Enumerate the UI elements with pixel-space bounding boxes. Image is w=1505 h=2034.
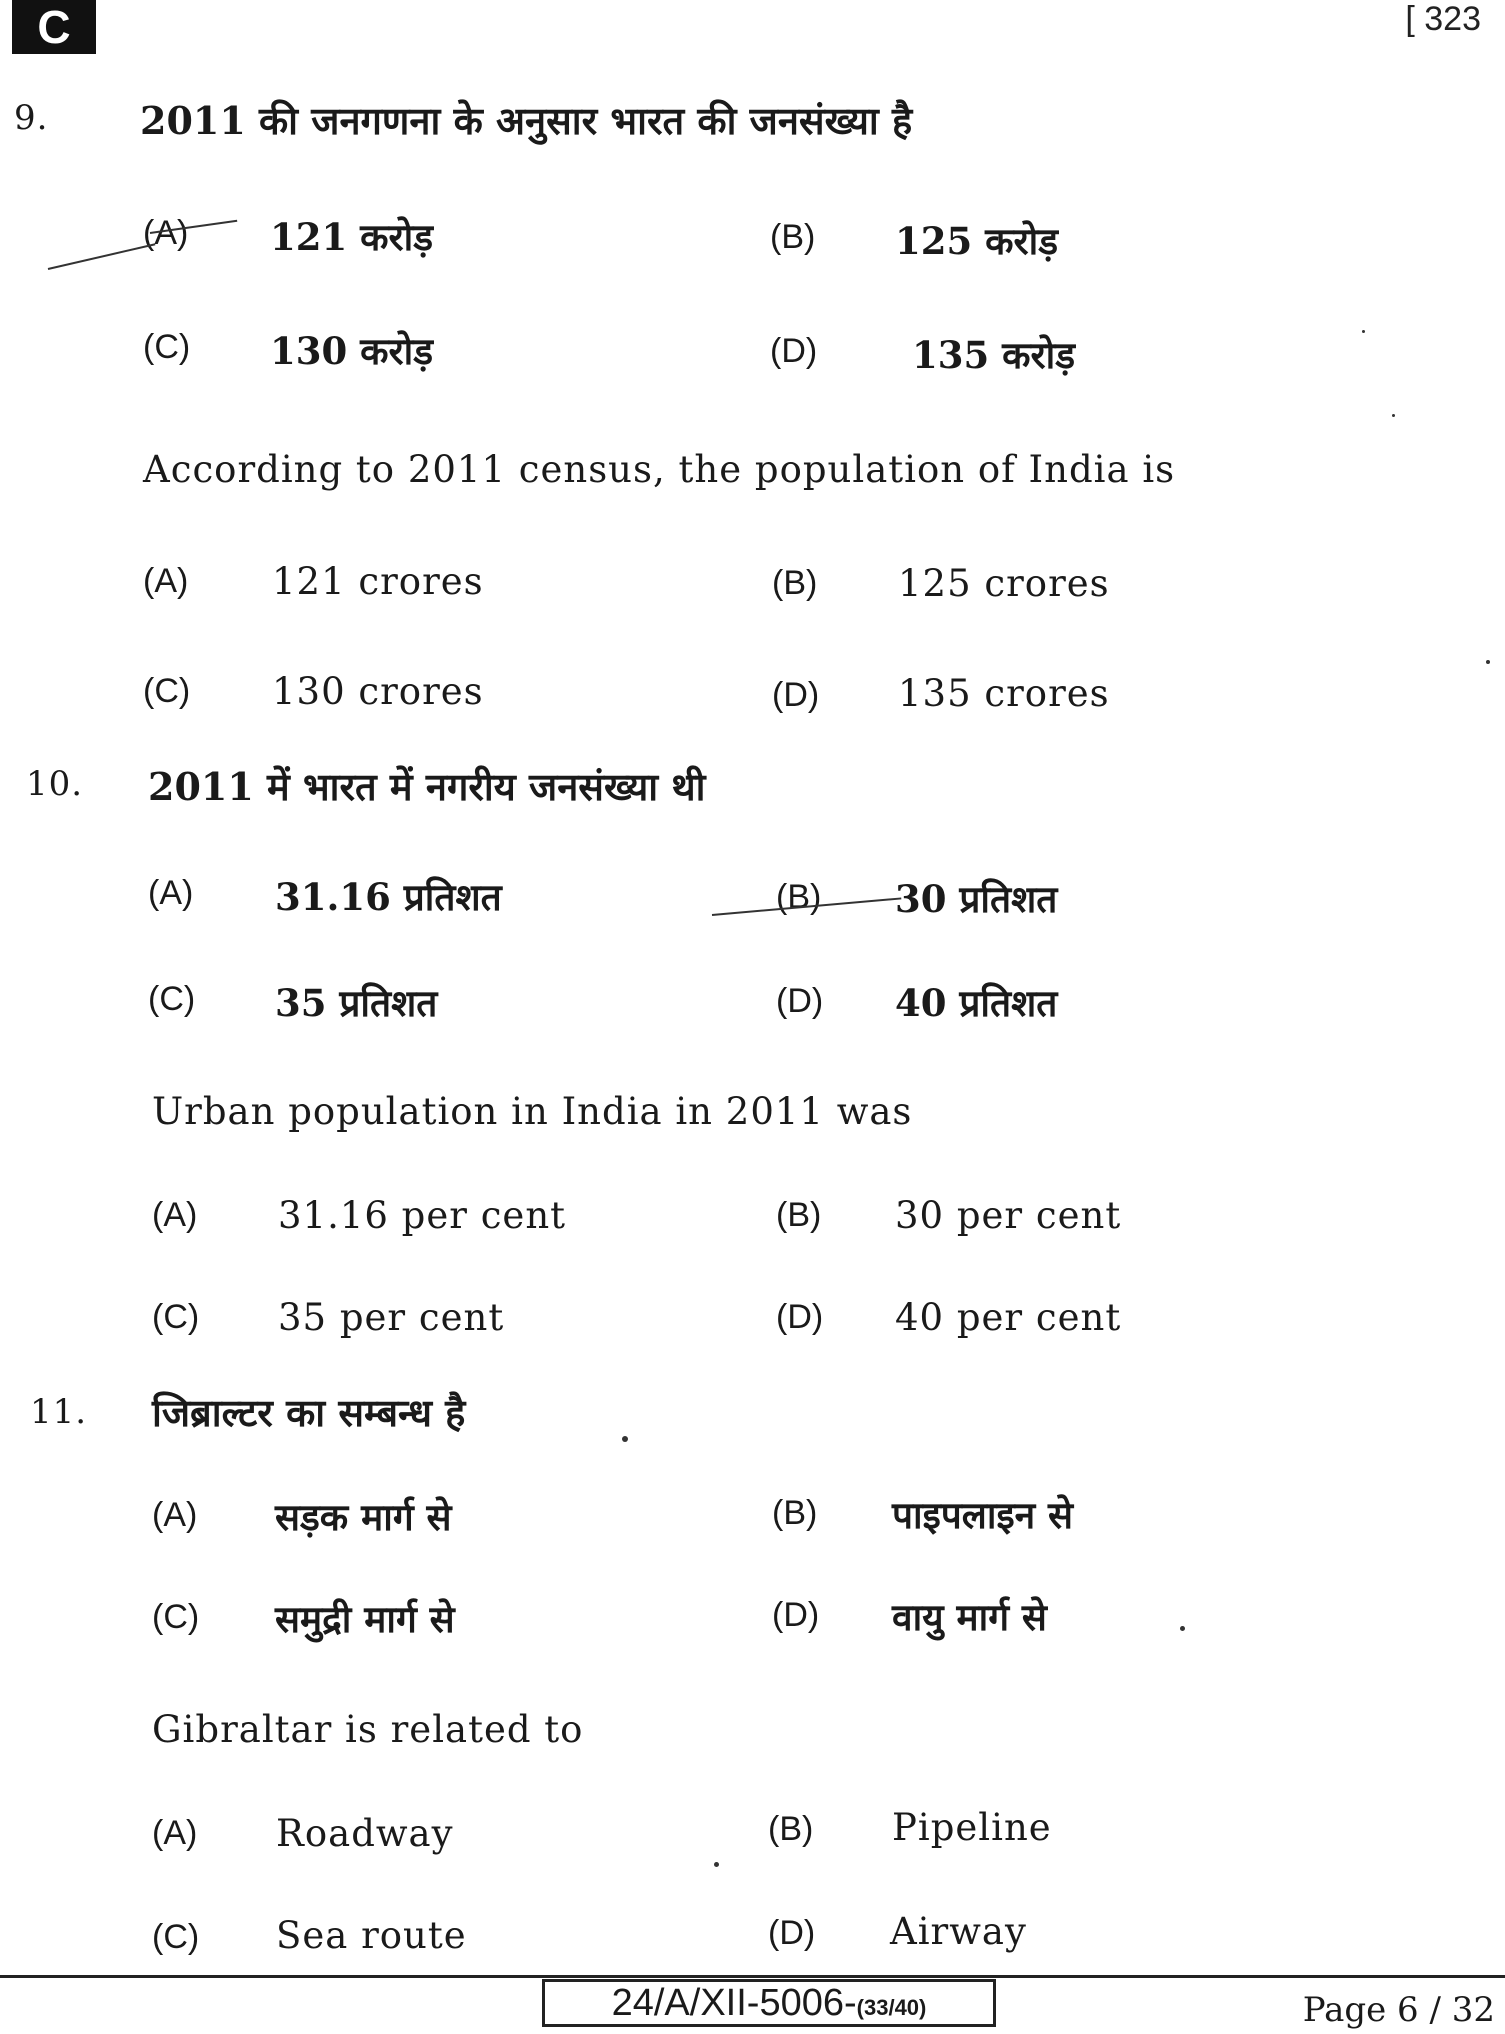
q10-en-option-a-text: 31.16 per cent [278, 1194, 567, 1237]
q11-en-option-d-text: Airway [890, 1910, 1027, 1953]
question-11-number: 11. [30, 1392, 88, 1432]
question-9-hindi-text: 2011 की जनगणना के अनुसार भारत की जनसंख्या है [140, 98, 913, 143]
scan-speck [1362, 330, 1365, 333]
q11-hi-option-a-label: (A) [152, 1496, 198, 1534]
scan-speck [622, 1436, 628, 1442]
page-number: Page 6 / 32 [1302, 1990, 1495, 2030]
q11-hi-option-b-text: पाइपलाइन से [892, 1493, 1074, 1537]
q11-en-option-d-label: (D) [768, 1914, 816, 1952]
q10-hi-option-d-text: 40 प्रतिशत [895, 981, 1058, 1025]
q9-hi-option-b-label: (B) [770, 218, 816, 256]
q9-hi-option-b-text: 125 करोड़ [895, 219, 1059, 263]
q9-en-option-b-label: (B) [772, 564, 818, 602]
q11-en-option-a-label: (A) [152, 1814, 198, 1852]
q9-hi-option-a-label: (A) [143, 214, 189, 252]
q10-hi-option-d-label: (D) [776, 982, 824, 1020]
question-9-number: 9. [14, 98, 49, 138]
q10-hi-option-c-text: 35 प्रतिशत [275, 981, 438, 1025]
question-10-english-text: Urban population in India in 2011 was [152, 1090, 913, 1133]
q10-hi-option-a-text: 31.16 प्रतिशत [275, 875, 502, 919]
q10-en-option-b-text: 30 per cent [895, 1194, 1122, 1237]
q11-hi-option-c-text: समुद्री मार्ग से [275, 1597, 455, 1641]
q11-hi-option-a-text: सड़क मार्ग से [275, 1495, 452, 1539]
q11-en-option-a-text: Roadway [276, 1812, 454, 1855]
question-11-hindi-text: जिब्राल्टर का सम्बन्ध है [152, 1390, 466, 1435]
q9-hi-option-d-label: (D) [770, 332, 818, 370]
q9-en-option-d-text: 135 crores [898, 672, 1110, 715]
q10-hi-option-b-label: (B) [776, 878, 822, 916]
question-11-english-text: Gibraltar is related to [152, 1708, 584, 1751]
question-10-hindi-text: 2011 में भारत में नगरीय जनसंख्या थी [148, 764, 706, 809]
q9-hi-option-c-text: 130 करोड़ [270, 329, 434, 373]
question-10-number: 10. [26, 764, 84, 804]
paper-series-code-main: 24/A/XII-5006- [611, 1982, 857, 2024]
pen-strike-mark [48, 243, 156, 270]
question-9-english-text: According to 2011 census, the population of India is [143, 448, 1176, 491]
q9-hi-option-c-label: (C) [143, 328, 191, 366]
q10-en-option-d-label: (D) [776, 1298, 824, 1336]
set-badge: C [12, 0, 96, 54]
q10-en-option-a-label: (A) [152, 1196, 198, 1234]
q11-en-option-b-label: (B) [768, 1810, 814, 1848]
q11-hi-option-d-label: (D) [772, 1596, 820, 1634]
q9-en-option-b-text: 125 crores [898, 562, 1110, 605]
scan-speck [1392, 414, 1395, 417]
paper-series-code-sub: (33/40) [856, 1995, 927, 2020]
q10-en-option-c-label: (C) [152, 1298, 200, 1336]
q10-en-option-d-text: 40 per cent [895, 1296, 1122, 1339]
q11-en-option-c-label: (C) [152, 1918, 200, 1956]
scan-speck [714, 1862, 719, 1867]
paper-series-code [542, 1979, 996, 2027]
q9-en-option-c-label: (C) [143, 672, 191, 710]
q9-hi-option-a-text: 121 करोड़ [270, 215, 434, 259]
q9-hi-option-d-text: 135 करोड़ [912, 333, 1076, 377]
paper-code: [ 323 [1405, 0, 1481, 38]
q10-hi-option-c-label: (C) [148, 980, 196, 1018]
q10-en-option-c-text: 35 per cent [278, 1296, 505, 1339]
q10-en-option-b-label: (B) [776, 1196, 822, 1234]
q9-en-option-d-label: (D) [772, 676, 820, 714]
q9-en-option-c-text: 130 crores [272, 670, 484, 713]
q11-en-option-c-text: Sea route [276, 1914, 467, 1957]
q11-hi-option-c-label: (C) [152, 1598, 200, 1636]
q9-en-option-a-label: (A) [143, 562, 189, 600]
q11-en-option-b-text: Pipeline [892, 1806, 1052, 1849]
footer-rule [0, 1975, 1505, 1978]
scan-speck [1486, 660, 1490, 664]
q10-hi-option-a-label: (A) [148, 874, 194, 912]
scan-speck [1180, 1626, 1185, 1631]
q11-hi-option-d-text: वायु मार्ग से [892, 1595, 1047, 1639]
q9-en-option-a-text: 121 crores [272, 560, 484, 603]
q11-hi-option-b-label: (B) [772, 1494, 818, 1532]
q10-hi-option-b-text: 30 प्रतिशत [895, 877, 1058, 921]
